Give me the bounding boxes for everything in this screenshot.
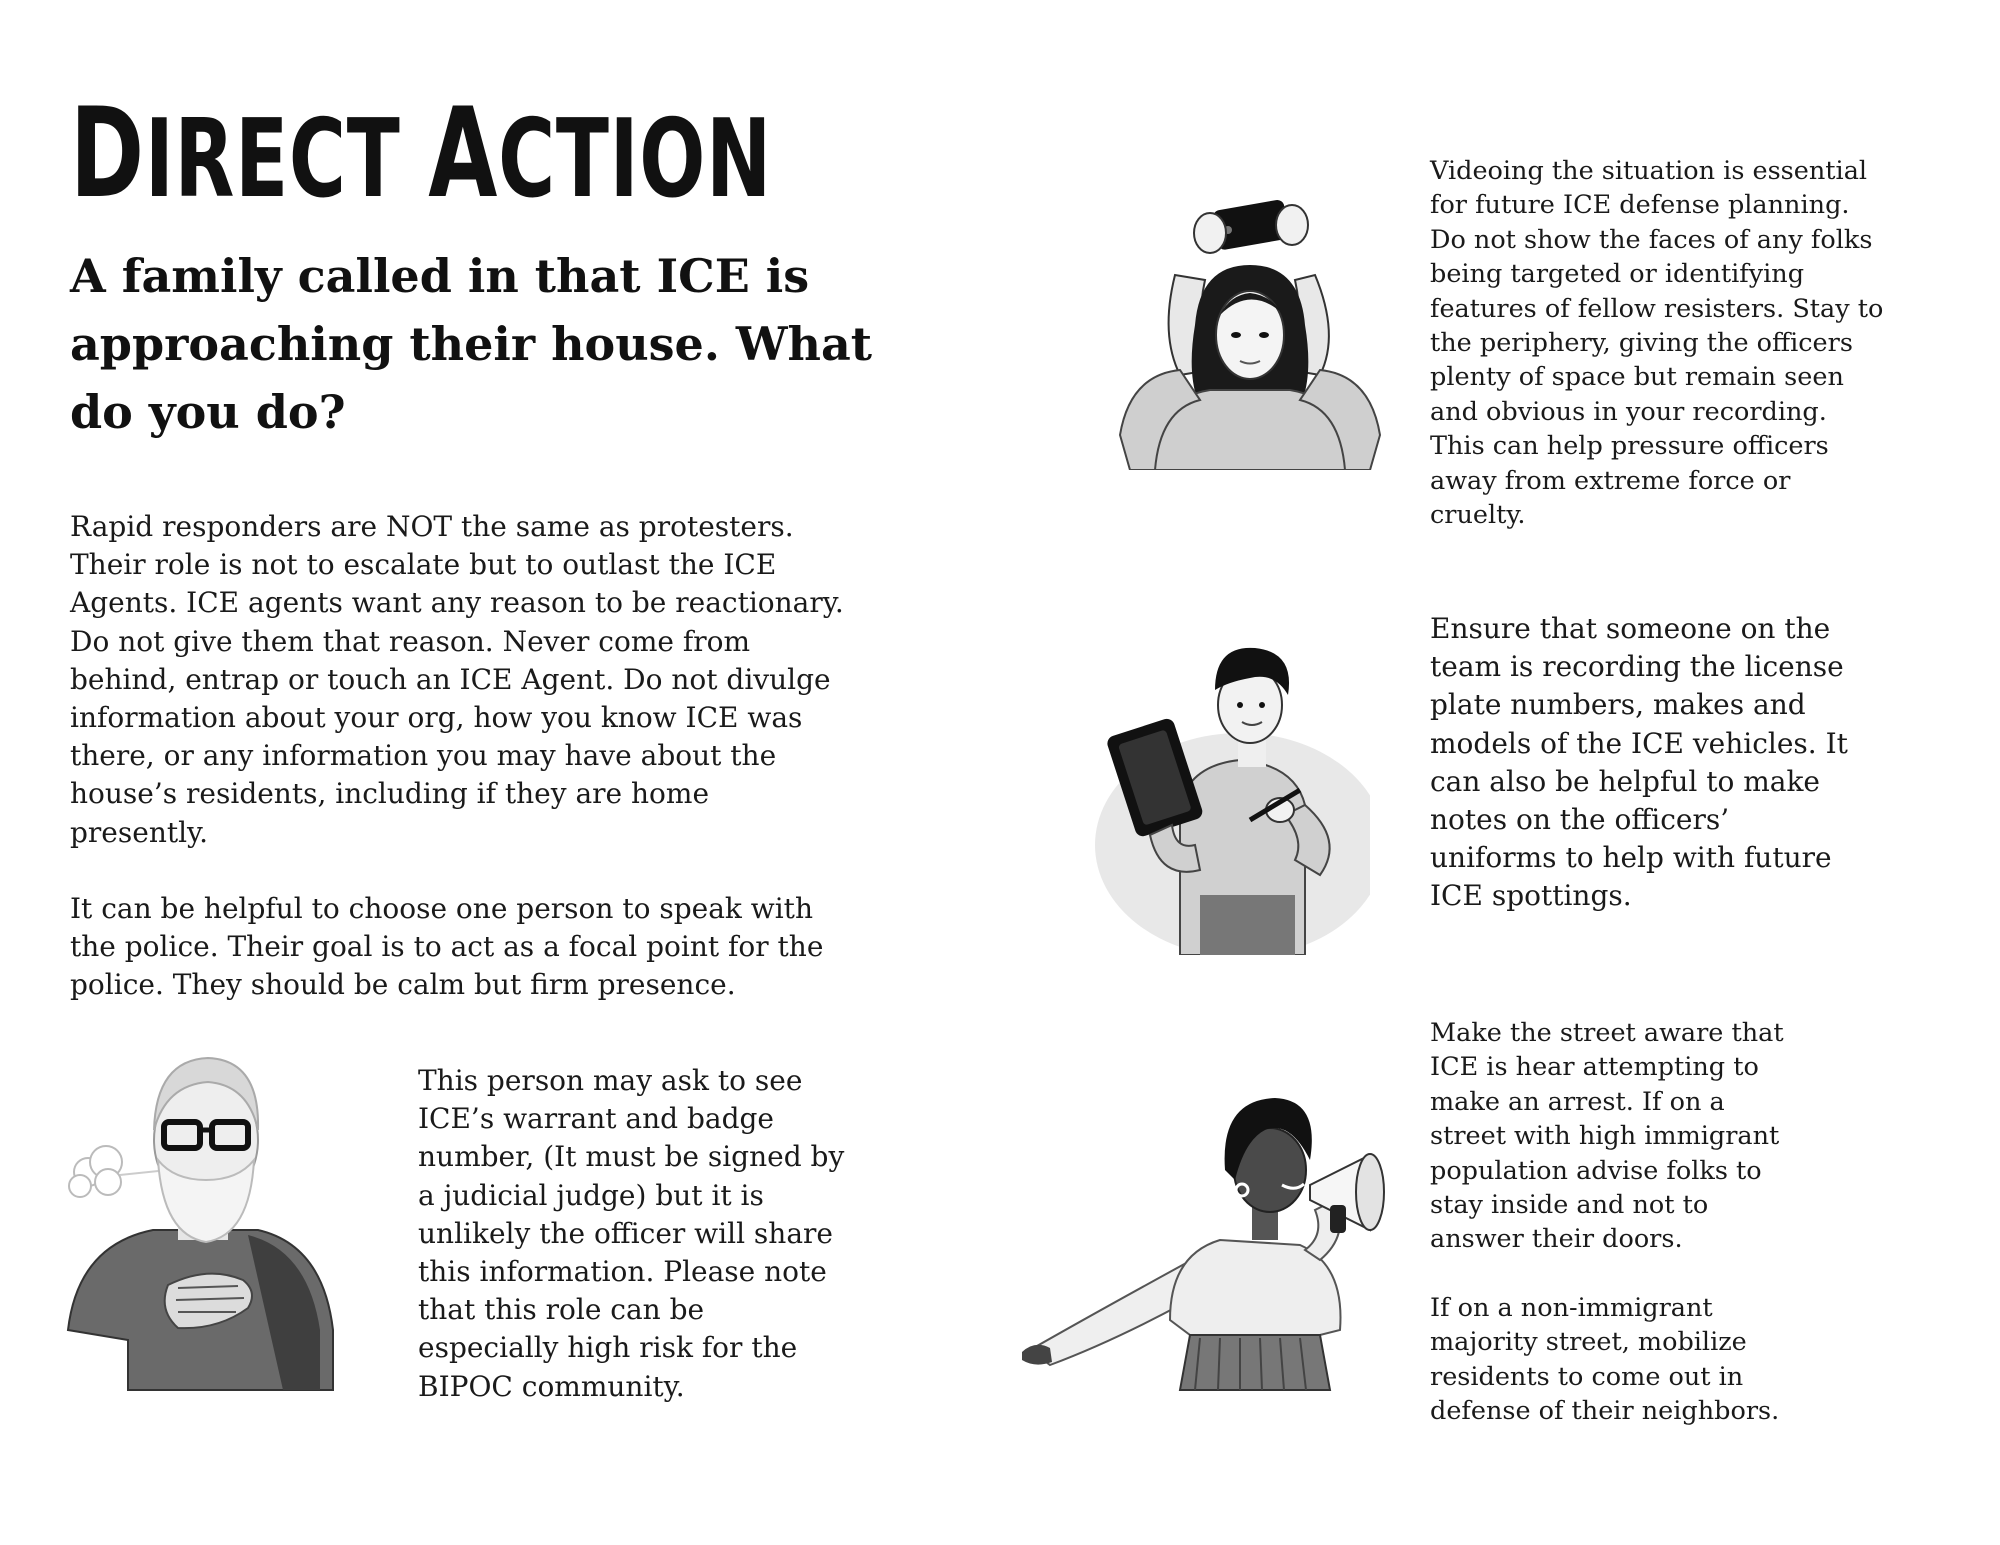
page-subtitle: A family called in that ICE is approaching their house. What do you do? (70, 249, 873, 439)
woman-filming-illustration (1100, 185, 1400, 470)
street-paragraph-2: If on a non-immigrant majority street, mobilize residents to come out in defense of their neighbors. (1430, 1292, 1780, 1427)
speaker-paragraph: It can be helpful to choose one person to speak with the police. Their goal is to act as a focal point for the police. They should be calm but firm presence. (70, 892, 824, 1002)
street-paragraph-1: Make the street aware that ICE is hear attempting to make an arrest. If on a street with high immigrant population advise folks to stay inside and not to answer their doors. (1430, 1018, 1784, 1255)
plates-paragraph: Ensure that someone on the team is recording the license plate numbers, makes and models of the ICE vehicles. It can also be helpful to make notes on the officers’ uniforms to help with future ICE spottings. (1430, 612, 1848, 913)
page-title: DIRECT ACTION (70, 82, 772, 226)
bearded-man-illustration (58, 1030, 348, 1400)
street-section (1430, 1016, 1950, 1428)
man-taking-notes-illustration (1090, 630, 1370, 955)
woman-megaphone-illustration (1020, 1060, 1440, 1400)
warrant-paragraph: This person may ask to see ICE’s warrant and badge number, (It must be signed by a judicial judge) but it is unlikely the officer will share this information. Please note that this role can be especially high risk for the BIPOC community. (418, 1064, 845, 1403)
video-paragraph: Videoing the situation is essential for future ICE defense planning. Do not show the faces of any folks being targeted or identifying features of fellow resisters. Stay to the periphery, giving the officers plenty of space but remain seen and obvious in your recording. This can help pressure officers away from extreme force or cruelty. (1430, 156, 1884, 531)
intro-paragraph: Rapid responders are NOT the same as protesters. Their role is not to escalate but to outlast the ICE Agents. ICE agents want any reason to be reactionary. Do not give them that reason. Never come from behind, entrap or touch an ICE Agent. Do not divulge information about your org, how you know ICE was there, or any information you may have about the house’s residents, including if they are home presently. (70, 510, 844, 849)
